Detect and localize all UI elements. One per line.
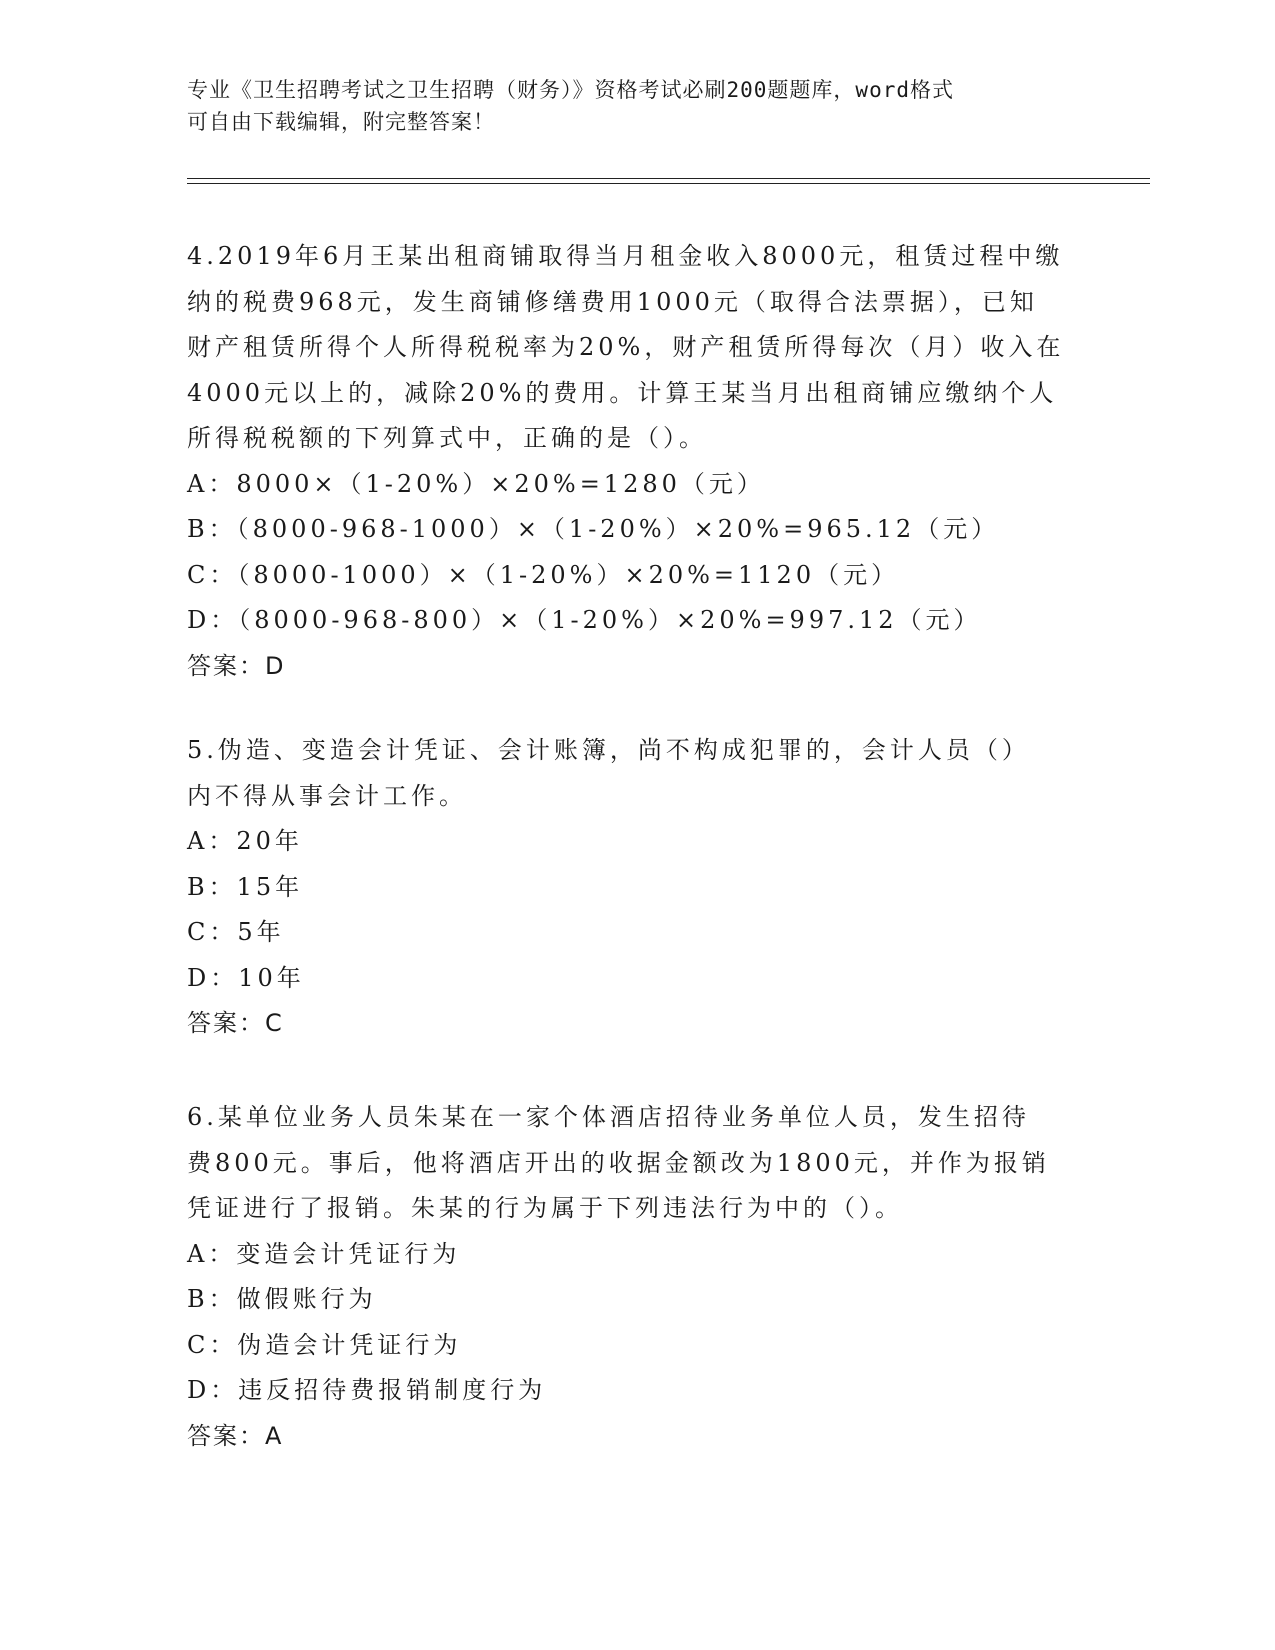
header-line-1: 专业《卫生招聘考试之卫生招聘（财务）》资格考试必刷200题题库，word格式 bbox=[187, 78, 954, 102]
header-divider-bottom bbox=[187, 183, 1150, 184]
option-a: A：变造会计凭证行为 bbox=[187, 1239, 461, 1268]
question-stem-line: 财产租赁所得个人所得税税率为20%，财产租赁所得每次（月）收入在 bbox=[187, 333, 1065, 361]
question-stem-line: 5.伪造、变造会计凭证、会计账簿，尚不构成犯罪的，会计人员（） bbox=[187, 736, 1030, 764]
answer-label: 答案：A bbox=[187, 1421, 284, 1450]
question-stem-line: 凭证进行了报销。朱某的行为属于下列违法行为中的（）。 bbox=[187, 1194, 903, 1222]
answer-label: 答案：C bbox=[187, 1009, 284, 1037]
option-c: C：5年 bbox=[187, 918, 285, 946]
question-5 bbox=[187, 728, 1087, 1047]
option-c: C：伪造会计凭证行为 bbox=[187, 1330, 462, 1359]
option-d: D：10年 bbox=[187, 963, 305, 992]
question-stem-line: 纳的税费968元，发生商铺修缮费用1000元（取得合法票据），已知 bbox=[187, 287, 1038, 316]
option-c: C：（8000-1000）×（1-20%）×20%=1120（元） bbox=[187, 560, 900, 589]
question-stem-line: 内不得从事会计工作。 bbox=[187, 781, 467, 810]
header-divider-top bbox=[187, 178, 1150, 179]
option-a: A：8000×（1-20%）×20%=1280（元） bbox=[187, 469, 765, 498]
option-b: B：做假账行为 bbox=[187, 1285, 377, 1313]
option-a: A：20年 bbox=[187, 827, 303, 855]
question-stem-line: 费800元。事后，他将酒店开出的收据金额改为1800元，并作为报销 bbox=[187, 1148, 1050, 1177]
answer-label: 答案：D bbox=[187, 651, 286, 680]
document-header bbox=[187, 74, 1087, 138]
question-stem-line: 6.某单位业务人员朱某在一家个体酒店招待业务单位人员，发生招待 bbox=[187, 1103, 1030, 1131]
question-6 bbox=[187, 1095, 1087, 1459]
header-line-2: 可自由下载编辑，附完整答案！ bbox=[187, 110, 495, 134]
option-d: D：（8000-968-800）×（1-20%）×20%=997.12（元） bbox=[187, 606, 982, 634]
option-b: B：（8000-968-1000）×（1-20%）×20%=965.12（元） bbox=[187, 515, 1000, 543]
question-stem-line: 所得税税额的下列算式中，正确的是（）。 bbox=[187, 424, 707, 452]
option-b: B：15年 bbox=[187, 872, 304, 901]
question-stem-line: 4000元以上的，减除20%的费用。计算王某当月出租商铺应缴纳个人 bbox=[187, 378, 1058, 407]
question-4 bbox=[187, 234, 1087, 689]
option-d: D：违反招待费报销制度行为 bbox=[187, 1376, 547, 1404]
question-stem-line: 4.2019年6月王某出租商铺取得当月租金收入8000元，租赁过程中缴 bbox=[187, 242, 1064, 270]
